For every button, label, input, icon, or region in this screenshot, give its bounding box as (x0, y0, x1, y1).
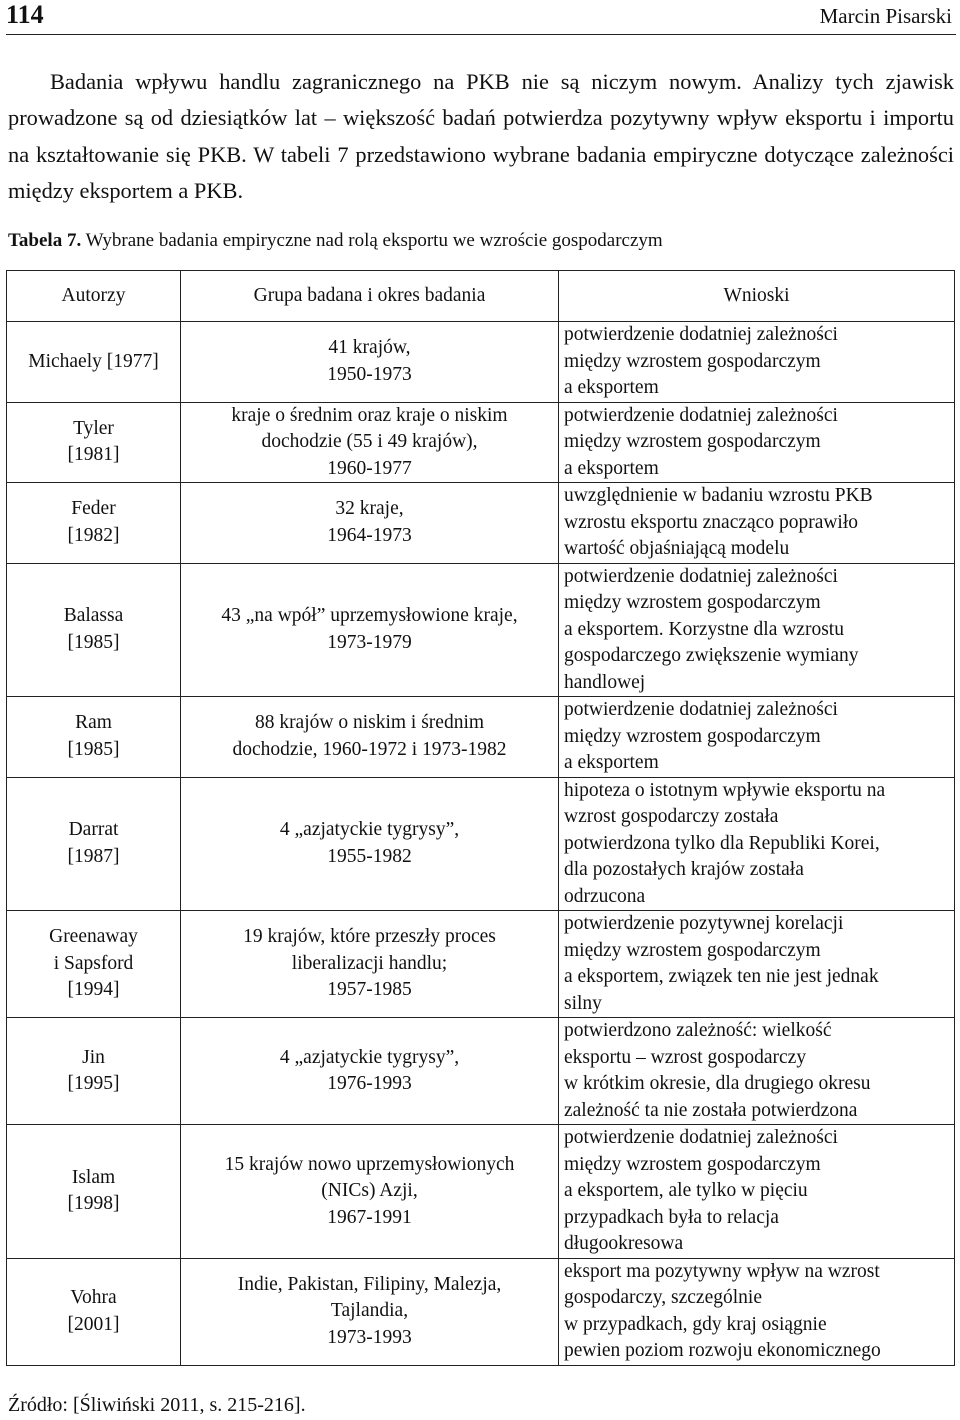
header-group: Grupa badana i okres badania (181, 271, 559, 322)
conclusion-cell-line: silny (564, 992, 602, 1014)
author-cell (7, 483, 181, 564)
table-row (7, 1018, 955, 1125)
group-cell-line: (NICs) Azji, (321, 1180, 418, 1201)
conclusion-cell-line: dla pozostałych krajów została (564, 859, 804, 880)
table-caption (8, 228, 663, 254)
conclusion-cell-line: zależność ta nie została potwierdzona (564, 1099, 858, 1121)
group-cell-line: 1967-1991 (327, 1206, 412, 1228)
group-cell-line: dochodzie (55 i 49 krajów), (261, 431, 478, 452)
group-cell-line: 1973-1979 (327, 631, 412, 653)
conclusion-cell-line: hipoteza o istotnym wpływie eksportu na (564, 779, 886, 801)
studies-table (6, 270, 955, 1366)
conclusion-cell-line: a eksportem (564, 377, 659, 398)
author-cell-line: [1994] (67, 979, 120, 1001)
group-cell-line: 43 „na wpół” uprzemysłowione kraje, (221, 605, 518, 627)
author-cell (7, 402, 181, 483)
conclusion-cell-line: a eksportem, ale tylko w pięciu (564, 1180, 808, 1201)
author-cell-line: Tyler (73, 417, 114, 439)
group-cell-line: 1955-1982 (327, 845, 412, 867)
conclusion-cell-line: wzrostu eksportu znacząco poprawiło (564, 511, 859, 533)
author-cell-line: Balassa (63, 605, 124, 627)
conclusion-cell-line: a eksportem, związek ten nie jest jednak (564, 966, 879, 987)
conclusion-cell-line: a eksportem (564, 752, 659, 773)
conclusion-cell-line: wartość objaśniającą modelu (564, 538, 790, 559)
group-cell-line: Indie, Pakistan, Filipiny, Malezja, (237, 1273, 502, 1295)
conclusion-cell-line: potwierdzenie dodatniej zależności (564, 1127, 838, 1148)
author-cell-line: Michaely [1977] (28, 350, 159, 372)
group-cell (181, 563, 559, 697)
group-cell-line: dochodzie, 1960-1972 i 1973-1982 (232, 738, 507, 760)
group-cell-line: 88 krajów o niskim i średnim (254, 712, 485, 734)
table-row (7, 322, 955, 403)
author-cell-line: Jin (82, 1046, 105, 1068)
group-cell (181, 697, 559, 778)
conclusion-cell-line: między wzrostem gospodarczym (564, 350, 821, 372)
conclusion-cell-line: między wzrostem gospodarczym (564, 431, 821, 452)
author-cell-line: [2001] (67, 1313, 120, 1335)
author-cell (7, 777, 181, 911)
group-cell-line: 32 kraje, (335, 498, 404, 520)
group-cell-line: 19 krajów, które przeszły proces (243, 926, 496, 948)
table-row (7, 483, 955, 564)
author-cell-line: [1995] (67, 1073, 120, 1094)
conclusion-cell (559, 402, 955, 483)
group-cell-line: Tajlandia, (330, 1300, 409, 1322)
author-cell-line: Feder (71, 498, 116, 520)
author-cell (7, 1125, 181, 1259)
conclusion-cell-line: potwierdzenie dodatniej zależności (564, 324, 838, 345)
conclusion-cell (559, 777, 955, 911)
group-cell-line: 1976-1993 (327, 1073, 412, 1094)
conclusion-cell-line: potwierdzona tylko dla Republiki Korei, (564, 832, 880, 854)
conclusion-cell-line: między wzrostem gospodarczym (564, 939, 821, 961)
table-caption-text: Wybrane badania empiryczne nad rolą eksportu we wzroście gospodarczym (81, 230, 663, 251)
group-cell-line: 1950-1973 (327, 363, 412, 385)
group-cell (181, 1018, 559, 1125)
conclusion-cell (559, 911, 955, 1018)
author-cell (7, 1018, 181, 1125)
author-cell (7, 322, 181, 403)
conclusion-cell-line: gospodarczy, szczególnie (564, 1287, 762, 1308)
conclusion-cell-line: potwierdzono zależność: wielkość (564, 1020, 832, 1041)
conclusion-cell-line: między wzrostem gospodarczym (564, 592, 821, 613)
conclusion-cell-line: między wzrostem gospodarczym (564, 725, 821, 747)
author-cell-line: Islam (71, 1166, 116, 1188)
group-cell-line: kraje o średnim oraz kraje o niskim (231, 404, 508, 426)
author-cell-line: [1982] (67, 524, 120, 546)
conclusion-cell (559, 1125, 955, 1259)
table-row (7, 402, 955, 483)
conclusion-cell-line: w przypadkach, gdy kraj osiągnie (564, 1313, 827, 1335)
author-cell (7, 697, 181, 778)
group-cell (181, 322, 559, 403)
table-row (7, 697, 955, 778)
conclusion-cell-line: w krótkim okresie, dla drugiego okresu (564, 1073, 871, 1094)
group-cell (181, 777, 559, 911)
group-cell-line: 1960-1977 (327, 457, 412, 479)
conclusion-cell-line: potwierdzenie dodatniej zależności (564, 699, 838, 720)
table-row (7, 563, 955, 697)
conclusion-cell-line: długookresowa (564, 1233, 684, 1254)
conclusion-cell-line: odrzucona (564, 885, 646, 907)
author-cell-line: Ram (75, 712, 112, 734)
header-authors: Autorzy (7, 271, 181, 322)
page-header (6, 0, 956, 35)
conclusion-cell-line: wzrost gospodarczy została (564, 806, 779, 827)
table-row (7, 1125, 955, 1259)
table-row (7, 1258, 955, 1365)
author-cell-line: [1998] (67, 1193, 120, 1215)
conclusion-cell-line: przypadkach była to relacja (564, 1206, 779, 1228)
header-conclusions: Wnioski (559, 271, 955, 322)
author-cell-line: Darrat (68, 819, 119, 841)
author-cell (7, 1258, 181, 1365)
conclusion-cell-line: potwierdzenie dodatniej zależności (564, 565, 838, 587)
author-cell-line: [1985] (67, 631, 120, 653)
group-cell-line: 1964-1973 (327, 524, 412, 546)
author-cell-line: [1981] (67, 444, 120, 466)
conclusion-cell-line: eksportu – wzrost gospodarczy (564, 1046, 807, 1068)
group-cell (181, 402, 559, 483)
group-cell (181, 911, 559, 1018)
author-cell-line: [1985] (67, 738, 120, 760)
group-cell-line: 15 krajów nowo uprzemysłowionych (224, 1153, 515, 1175)
author-cell-line: Vohra (70, 1287, 117, 1308)
conclusion-cell (559, 322, 955, 403)
group-cell (181, 1258, 559, 1365)
conclusion-cell-line: eksport ma pozytywny wpływ na wzrost (564, 1260, 880, 1282)
conclusion-cell (559, 1258, 955, 1365)
conclusion-cell (559, 1018, 955, 1125)
conclusion-cell (559, 483, 955, 564)
conclusion-cell (559, 563, 955, 697)
table-header-row (7, 271, 955, 322)
conclusion-cell-line: a eksportem (564, 457, 659, 479)
group-cell-line: 1957-1985 (327, 979, 412, 1001)
page-number: 114 (6, 0, 44, 29)
author-cell-line: [1987] (67, 845, 120, 867)
conclusion-cell-line: pewien poziom rozwoju ekonomicznego (564, 1340, 881, 1361)
conclusion-cell-line: potwierdzenie pozytywnej korelacji (564, 913, 844, 934)
group-cell (181, 483, 559, 564)
group-cell-line: liberalizacji handlu; (291, 952, 448, 974)
running-head-author: Marcin Pisarski (819, 4, 952, 28)
group-cell-line: 4 „azjatyckie tygrysy”, (279, 819, 460, 841)
conclusion-cell-line: handlowej (564, 671, 646, 693)
author-cell (7, 563, 181, 697)
author-cell (7, 911, 181, 1018)
conclusion-cell-line: potwierdzenie dodatniej zależności (564, 404, 838, 426)
group-cell-line: 4 „azjatyckie tygrysy”, (279, 1046, 460, 1068)
author-cell-line: i Sapsford (53, 952, 134, 974)
source-note: Źródło: [Śliwiński 2011, s. 215-216]. (8, 1394, 306, 1416)
conclusion-cell-line: uwzględnienie w badaniu wzrostu PKB (564, 485, 873, 506)
table-row (7, 911, 955, 1018)
group-cell-line: 41 krajów, (328, 337, 411, 359)
author-cell-line: Greenaway (49, 926, 138, 948)
conclusion-cell-line: między wzrostem gospodarczym (564, 1153, 821, 1175)
table-row (7, 777, 955, 911)
conclusion-cell-line: gospodarczego zwiększenie wymiany (564, 645, 859, 666)
group-cell-line: 1973-1993 (327, 1326, 412, 1348)
table-caption-label: Tabela 7. (8, 230, 82, 251)
conclusion-cell (559, 697, 955, 778)
intro-paragraph: Badania wpływu handlu zagranicznego na PKB nie są niczym nowym. Analizy tych zjawisk prowadzone są od dziesiątków lat – większość badań potwierdza pozytywny wpływ eksportu i importu na kształtowanie się PKB. W tabeli 7 przedstawiono wybrane badania empiryczne dotyczące zależności między eksportem a PKB. (8, 69, 954, 204)
conclusion-cell-line: a eksportem. Korzystne dla wzrostu (564, 618, 844, 640)
group-cell (181, 1125, 559, 1259)
